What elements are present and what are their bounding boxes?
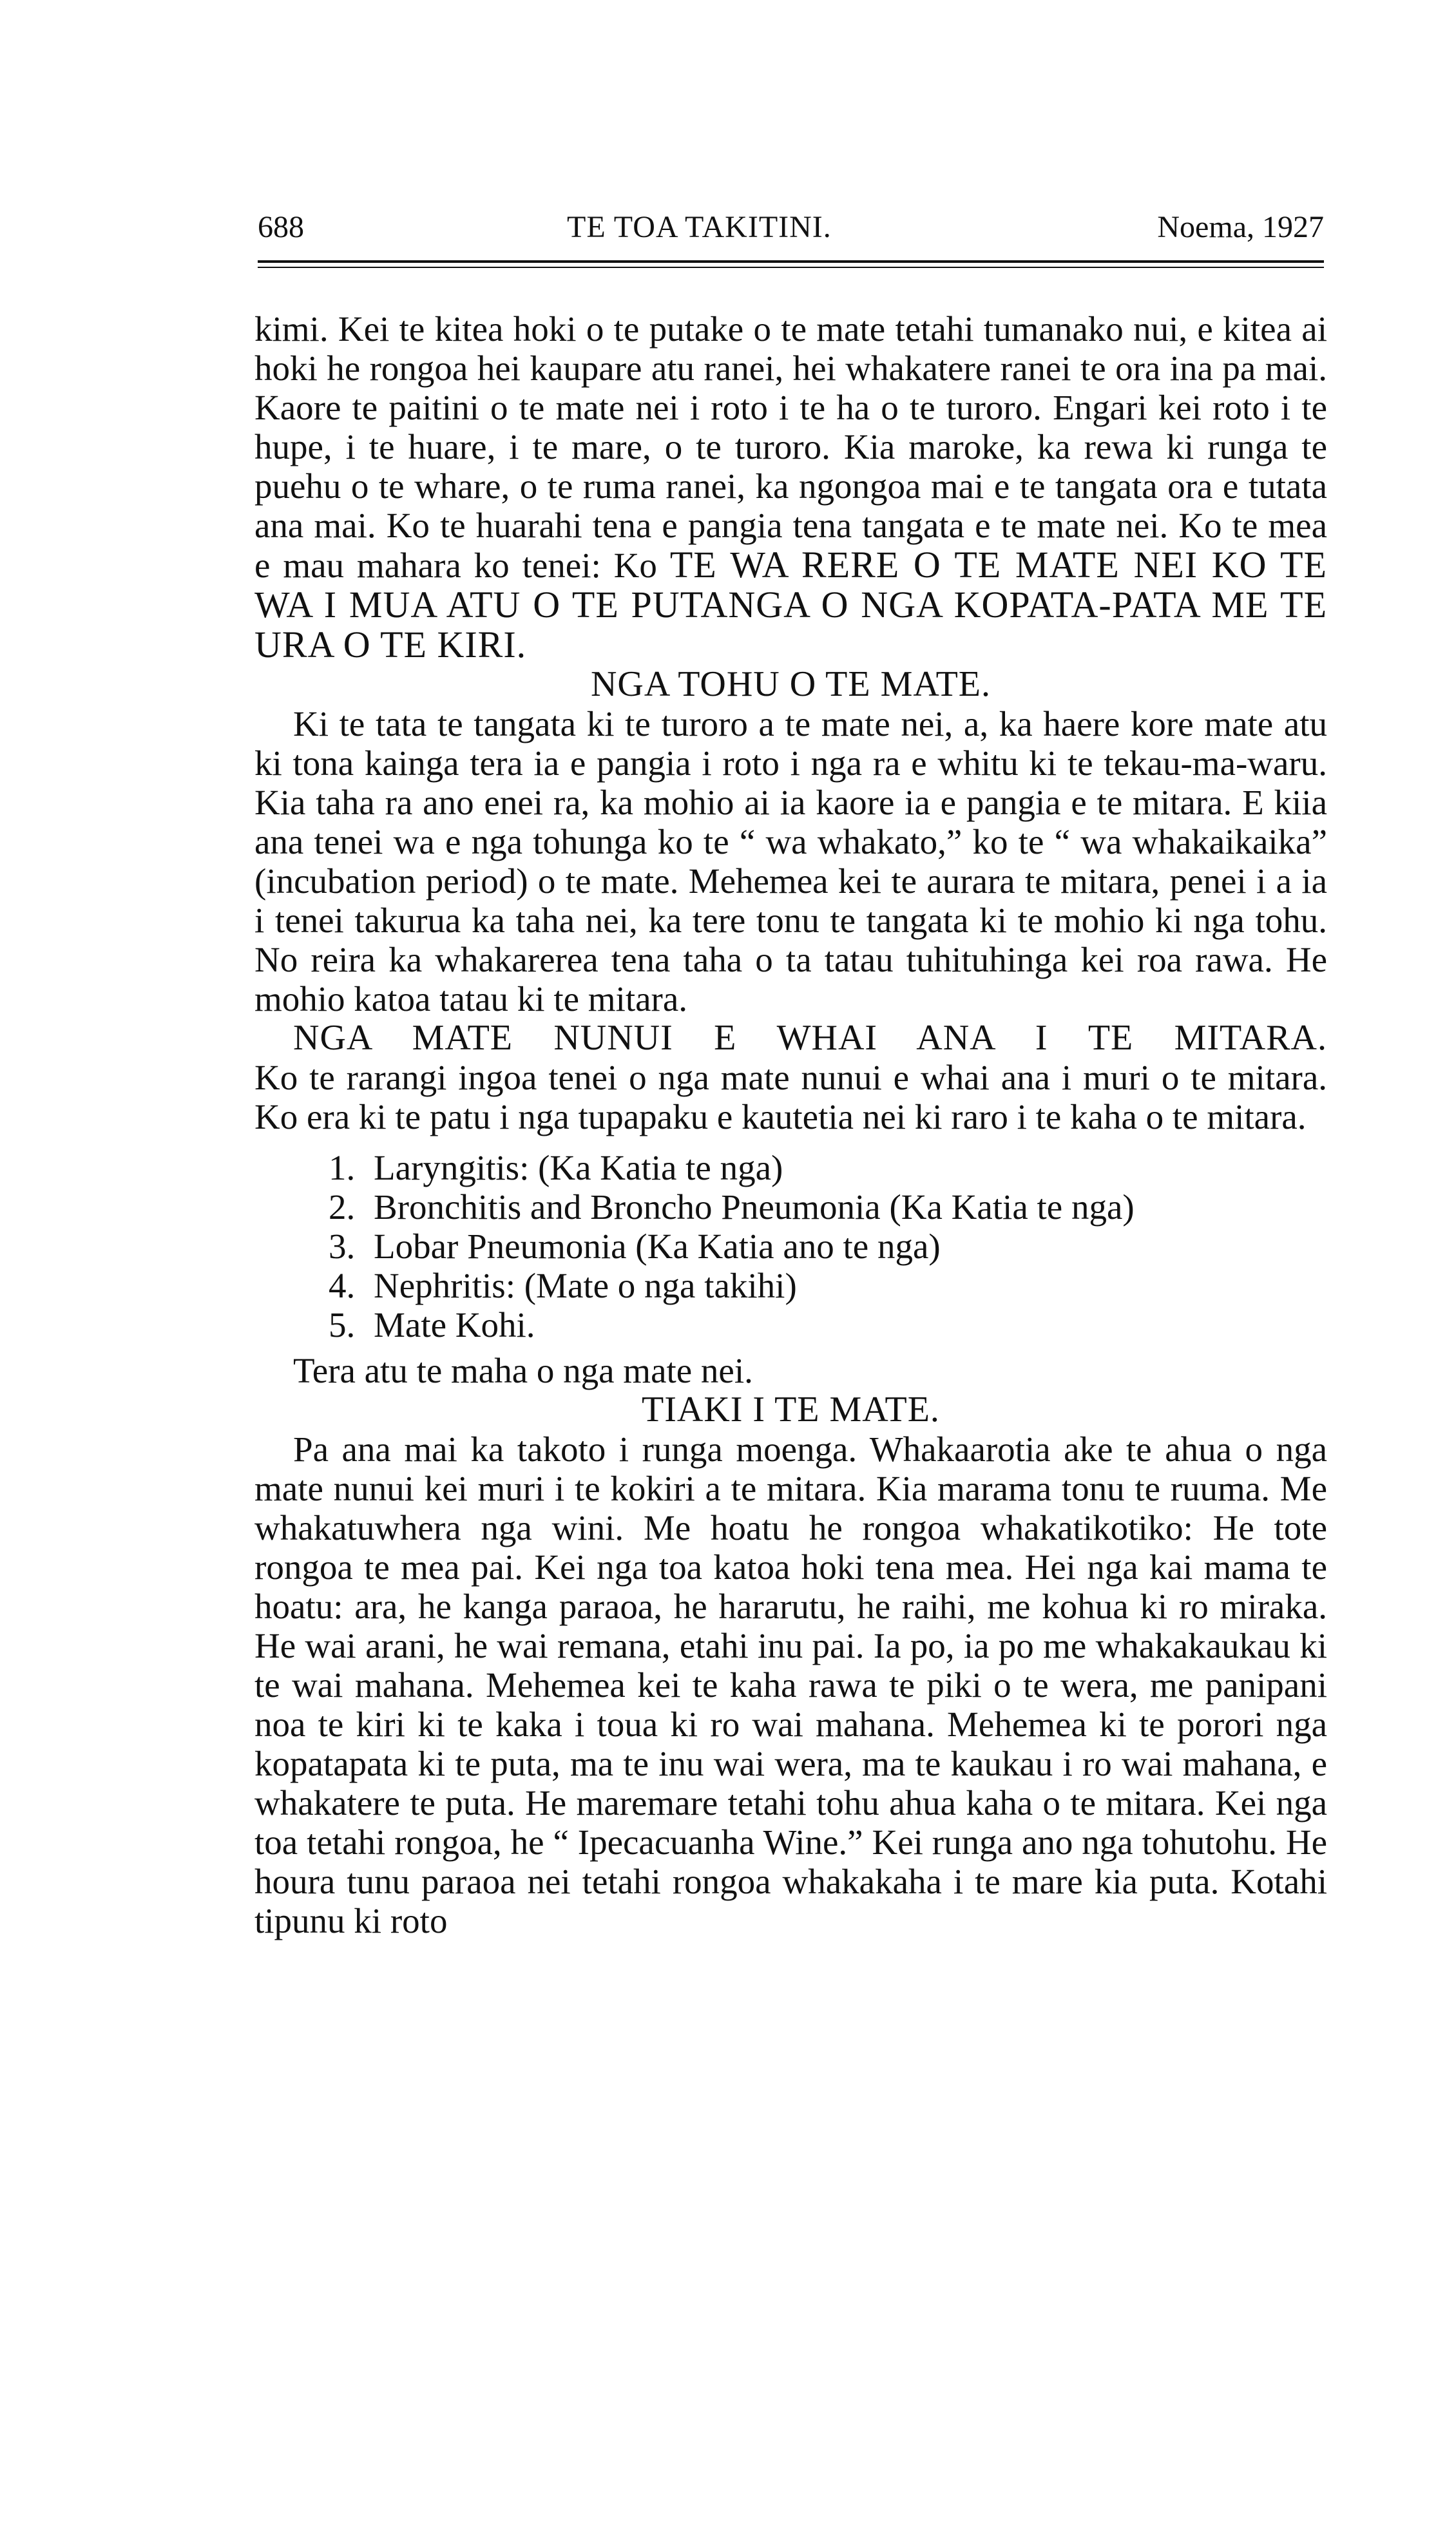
list-item-number: 2. [329, 1187, 356, 1227]
list-item-text: Laryngitis: (Ka Katia te nga) [374, 1148, 783, 1187]
complications-closing: Tera atu te maha o nga mate nei. [293, 1351, 753, 1390]
complications-list [254, 1148, 1327, 1344]
intro-caps-text: TE WA RERE O TE MATE NEI KO TE WA I MUA ATU O TE PUTANGA O NGA KOPATA-PATA ME TE URA O TE KIRI. [254, 544, 1327, 665]
header-rule-thin [258, 267, 1324, 268]
list-item-text: Bronchitis and Broncho Pneumonia (Ka Katia te nga) [374, 1187, 1135, 1227]
care-paragraph: Pa ana mai ka takoto i runga moenga. Whakaarotia ake te ahua o nga mate nunui kei muri i te kokiri a te mitara. Kia marama tonu te ruuma. Me whakatuwhera nga wini. Me hoatu he rongoa whakatikotiko: He tote rongoa te mea pai. Kei nga toa katoa hoki tena mea. Hei nga kai mama te hoatu: ara, he kanga paraoa, he hararutu, he raihi, me kohua ki ro miraka. He wai arani, he wai remana, etahi inu pai. Ia po, ia po me whakakaukau ki te wai mahana. Mehemea kei te kaha rawa te piki o te wera, me panipani noa te kiri ki te kaka i toua ki ro wai mahana. Mehemea ki te porori nga kopatapata ki te puta, ma te inu wai wera, ma te kaukau i ro wai mahana, e whakatere te puta. He maremare tetahi tohu ahua kaha o te mitara. Kei nga toa tetahi rongoa, he “ Ipecacuanha Wine.” Kei runga ano nga tohutohu. He houra tunu paraoa nei tetahi rongoa whakakaha i te mare kia puta. Kotahi tipunu ki roto [254, 1430, 1327, 1940]
list-item [329, 1148, 1327, 1187]
list-item-text: Nephritis: (Mate o nga takihi) [374, 1266, 797, 1305]
list-item [329, 1227, 1327, 1266]
section-heading-complications: NGA MATE NUNUI E WHAI ANA I TE MITARA. [293, 1018, 1327, 1058]
list-item [329, 1266, 1327, 1305]
intro-paragraph [254, 309, 1327, 665]
list-item-number: 4. [329, 1266, 356, 1305]
running-head [258, 209, 1324, 261]
list-item [329, 1187, 1327, 1227]
symptoms-paragraph: Ki te tata te tangata ki te turoro a te mate nei, a, ka haere kore mate atu ki tona kainga tera ia e pangia i roto i nga ra e whitu ki te tekau-ma-waru. Kia taha ra ano enei ra, ka mohio ai ia kaore ia e pangia e te mitara. E kiia ana tenei wa e nga tohunga ko te “ wa whakato,” ko te “ wa whakaikaika” (incubation period) o te mate. Mehemea kei te aurara te mitara, penei i a ia i tenei takurua ka taha nei, ka tere tonu te tangata ki te mohio ki nga tohu. No reira ka whakarerea tena taha o ta tatau tuhituhinga kei roa rawa. He mohio katoa tatau ki te mitara. [254, 704, 1327, 1019]
page-number: 688 [258, 210, 304, 244]
issue-date: Noema, 1927 [1157, 210, 1324, 244]
journal-title: TE TOA TAKITINI. [567, 210, 832, 244]
list-item-text: Mate Kohi. [374, 1305, 535, 1344]
list-item-number: 5. [329, 1305, 356, 1344]
list-item [329, 1305, 1327, 1344]
list-item-number: 1. [329, 1148, 356, 1187]
section-heading-symptoms: NGA TOHU O TE MATE. [590, 664, 991, 704]
section-heading-care: TIAKI I TE MATE. [642, 1390, 940, 1430]
complications-paragraph: Ko te rarangi ingoa tenei o nga mate nunui e whai ana i muri o te mitara. Ko era ki te patu i nga tupapaku e kautetia nei ki raro i te kaha o te mitara. [254, 1058, 1327, 1136]
list-item-number: 3. [329, 1227, 356, 1266]
list-item-text: Lobar Pneumonia (Ka Katia ano te nga) [374, 1227, 941, 1266]
intro-text: kimi. Kei te kitea hoki o te putake o te mate tetahi tumanako nui, e kitea ai hoki he rongoa hei kaupare atu ranei, hei whakatere ranei te ora ina pa mai. Kaore te paitini o te mate nei i roto i te ha o te turoro. Engari kei roto i te hupe, i te huare, i te mare, o te turoro. Kia maroke, ka rewa ki runga te puehu o te whare, o te ruma ranei, ka ngongoa mai e te tangata ora e tutata ana mai. Ko te huarahi tena e pangia tena tangata e te mate nei. Ko te mea e mau mahara ko tenei: Ko [254, 309, 1327, 585]
header-rule-thick [258, 260, 1324, 263]
article-body [254, 309, 1327, 1940]
